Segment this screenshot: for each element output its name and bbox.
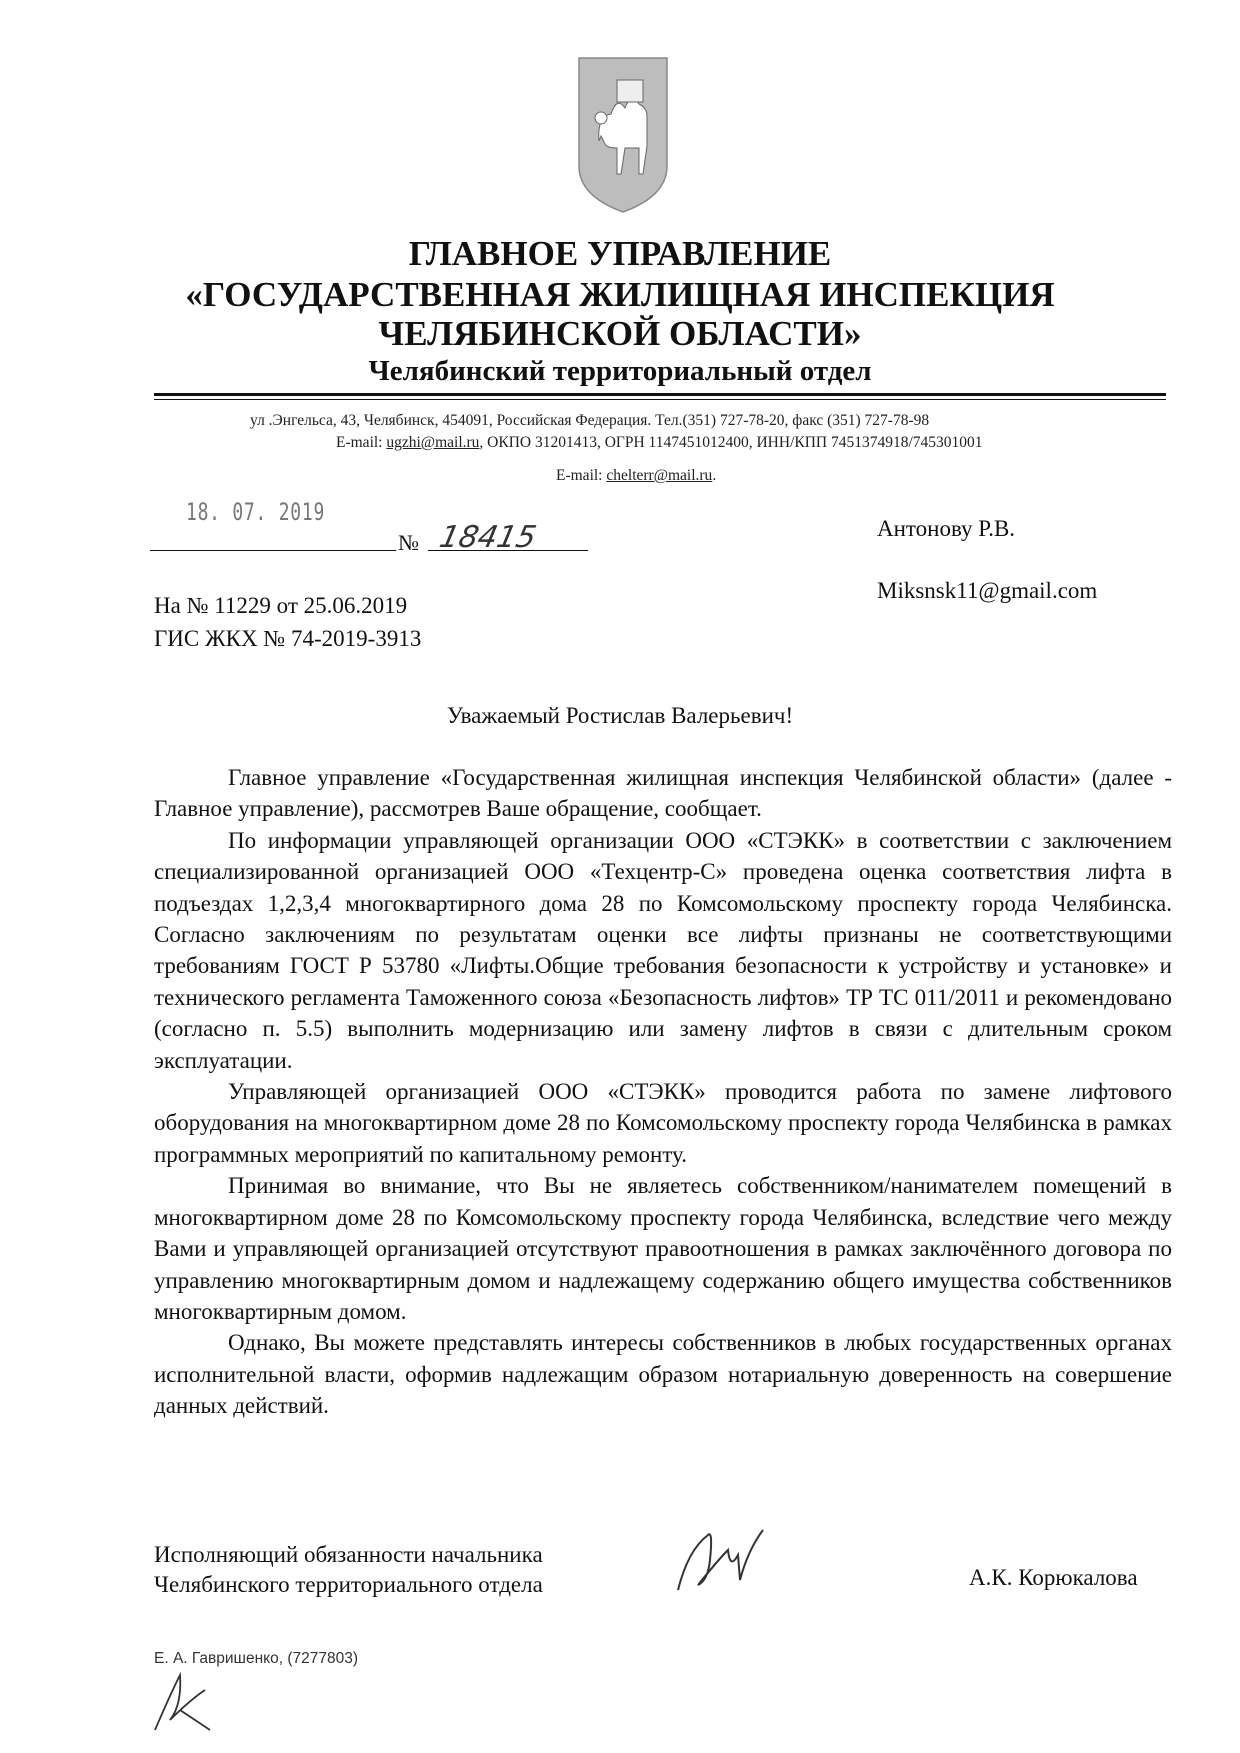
address-line: ул .Энгельса, 43, Челябинск, 454091, Российская Федерация. Тел.(351) 727-78-20, факс (351) 727-78-98 (250, 412, 930, 429)
paragraph: Однако, Вы можете представлять интересы собственников в любых государственных органах исполнительной власти, оформив надлежащим образом нотариальную доверенность на совершение данных действий. (154, 1330, 1172, 1419)
position-line-1: Исполняющий обязанности начальника (154, 1542, 543, 1567)
signatory-position (154, 1540, 543, 1600)
executor-info: Е. А. Гавришенко, (7277803) (154, 1650, 359, 1667)
position-line-2: Челябинского территориального отдела (154, 1572, 543, 1597)
contacts-line (336, 434, 983, 452)
org-title-line-1: ГЛАВНОЕ УПРАВЛЕНИЕ (408, 234, 832, 273)
number-sign: № (398, 530, 419, 555)
handwritten-signature (668, 1520, 768, 1600)
email-label: E-mail: (556, 467, 603, 484)
registry-codes: , ОКПО 31201413, ОГРН 1147451012400, ИНН/КПП 7451374918/745301001 (479, 434, 983, 451)
recipient-name: Антонову Р.В. (877, 516, 1016, 541)
paragraph: По информации управляющей организации ООО «СТЭКК» в соответствии с заключением специализированной организацией ООО «Техцентр-С» проведена оценка соответствия лифта в подъездах 1,2,3,4 многоквартирного дома 28 по Комсомольскому проспекту города Челябинска. Согласно заключениям по результатам оценки все лифты признаны не соответствующими требованиям ГОСТ Р 53780 «Лифты.Общие требования безопасности к устройству и установке» и технического регламента Таможенного союза «Безопасность лифтов» ТР ТС 011/2011 и рекомендовано (согласно п. 5.5) выполнить модернизацию или замену лифтов в связи с длительным сроком эксплуатации. (154, 827, 1172, 1073)
paragraph: Главное управление «Государственная жилищная инспекция Челябинской области» (далее - Главное управление), рассмотрев Ваше обращение, сообщает. (154, 765, 1172, 822)
department-name: Челябинский территориальный отдел (368, 355, 872, 387)
email-label: E-mail: (336, 434, 383, 451)
org-title-line-2: «ГОСУДАРСТВЕННАЯ ЖИЛИЩНАЯ ИНСПЕКЦИЯ (185, 275, 1055, 314)
gis-reference: ГИС ЖКХ № 74-2019-3913 (154, 626, 422, 651)
outgoing-number: 18415 (436, 520, 540, 555)
department-email-link[interactable]: chelterr@mail.ru (606, 467, 713, 484)
signatory-name: А.К. Корюкалова (969, 1565, 1138, 1590)
header-rule-thin (154, 399, 1166, 400)
org-title-line-3: ЧЕЛЯБИНСКОЙ ОБЛАСТИ» (378, 314, 862, 353)
department-email-line: E-mail: chelterr@mail.ru. (556, 467, 717, 484)
email-link[interactable]: ugzhi@mail.ru (386, 434, 480, 451)
coat-of-arms-emblem (577, 56, 669, 214)
reply-reference: На № 11229 от 25.06.2019 (154, 593, 408, 618)
recipient-email: Miksnsk11@gmail.com (877, 578, 1098, 603)
letter-body (154, 762, 1172, 1422)
paragraph: Принимая во внимание, что Вы не являетесь собственником/нанимателем помещений в многоквартирном доме 28 по Комсомольскому проспекту города Челябинска, вследствие чего между Вами и управляющей организацией отсутствуют правоотношения в рамках заключённого договора по управлению многоквартирным домом и надлежащему содержанию общего имущества собственников многоквартирным домом. (154, 1173, 1172, 1324)
date-stamp: 18. 07. 2019 (186, 498, 326, 526)
paragraph: Управляющей организацией ООО «СТЭКК» проводится работа по замене лифтового оборудования на многоквартирном доме 28 по Комсомольскому проспекту города Челябинска в рамках программных мероприятий по капитальному ремонту. (154, 1079, 1172, 1167)
executor-initials-signature (150, 1665, 220, 1735)
date-line (150, 550, 396, 551)
greeting: Уважаемый Ростислав Валерьевич! (446, 703, 794, 728)
header-rule (154, 393, 1166, 396)
